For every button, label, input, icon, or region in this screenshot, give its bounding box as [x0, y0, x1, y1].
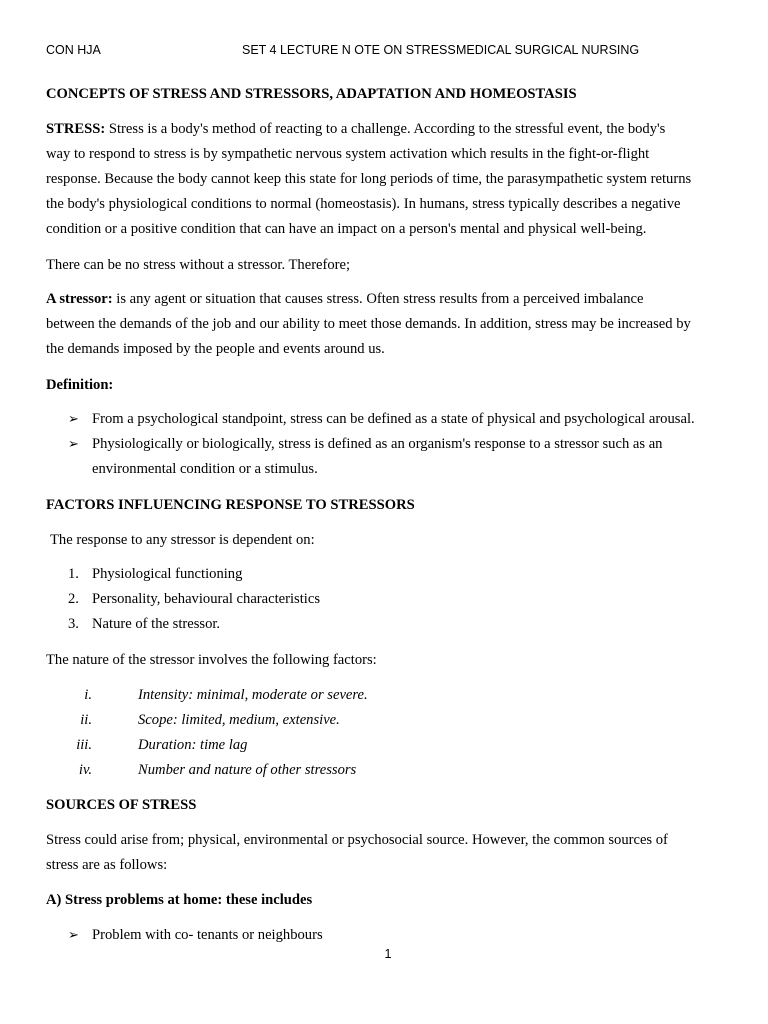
nature-item-1: Intensity: minimal, moderate or severe. — [138, 687, 368, 703]
definition-bullet-1: From a psychological standpoint, stress can be defined as a state of physical and psychological arousal. — [92, 411, 695, 427]
sources-bullet-1: Problem with co- tenants or neighbours — [92, 927, 323, 943]
document-title: CONCEPTS OF STRESS AND STRESSORS, ADAPTATION AND HOMEOSTASIS — [46, 86, 577, 102]
sources-line-2: stress are as follows: — [46, 857, 168, 873]
arrow-bullet-icon: ➢ — [68, 437, 79, 452]
stress-line-2: way to respond to stress is by sympathetic nervous system activation which results in the fight-or-flight — [46, 146, 650, 162]
nature-number: iii. — [76, 737, 92, 753]
page-number: 1 — [384, 947, 392, 961]
factor-item-2: Personality, behavioural characteristics — [92, 591, 321, 607]
stress-line-5: condition or a positive condition that can have an impact on a person's mental and physical well-being. — [46, 221, 647, 237]
arrow-bullet-icon: ➢ — [68, 412, 79, 427]
sources-heading: SOURCES OF STRESS — [46, 797, 197, 813]
stressor-text-1: is any agent or situation that causes stress. Often stress results from a perceived imbalance — [116, 291, 644, 307]
header-right: MEDICAL SURGICAL NURSING — [456, 43, 640, 57]
sources-line-1: Stress could arise from; physical, environmental or psychosocial source. However, the common sources of — [46, 832, 668, 848]
factors-intro: The response to any stressor is dependent on: — [50, 532, 315, 548]
factor-item-1: Physiological functioning — [92, 566, 243, 582]
sources-subheading: A) Stress problems at home: these includes — [46, 892, 313, 908]
definition-heading: Definition: — [46, 377, 114, 393]
stress-term: STRESS: — [46, 121, 106, 137]
nature-number: ii. — [80, 712, 92, 728]
stress-line-4: the body's physiological conditions to normal (homeostasis). In humans, stress typically describes a negative — [46, 196, 681, 212]
nature-number: iv. — [78, 762, 92, 778]
factors-heading: FACTORS INFLUENCING RESPONSE TO STRESSORS — [46, 497, 415, 513]
header-center: SET 4 LECTURE N OTE ON STRESS — [242, 43, 456, 57]
nature-item-2: Scope: limited, medium, extensive. — [138, 712, 340, 728]
stressor-line-2: between the demands of the job and our ability to meet those demands. In addition, stress may be increased by — [46, 316, 691, 332]
stressor-line-1 — [46, 287, 644, 312]
factor-number: 3. — [68, 616, 79, 632]
stress-line-3: response. Because the body cannot keep this state for long periods of time, the parasympathetic system returns — [46, 171, 692, 187]
nature-number: i. — [84, 687, 92, 703]
factor-number: 1. — [68, 566, 79, 582]
nature-item-4: Number and nature of other stressors — [138, 762, 357, 778]
stressor-line-3: the demands imposed by the people and events around us. — [46, 341, 385, 357]
factor-item-3: Nature of the stressor. — [92, 616, 221, 632]
stress-line-1 — [46, 117, 665, 142]
nature-item-3: Duration: time lag — [138, 737, 248, 753]
definition-bullet-2: Physiologically or biologically, stress is defined as an organism's response to a stressor such as an — [92, 436, 663, 452]
stressor-term: A stressor: — [46, 291, 113, 307]
header-left: CON HJA — [46, 43, 101, 57]
factor-number: 2. — [68, 591, 79, 607]
arrow-bullet-icon: ➢ — [68, 928, 79, 943]
no-stress-sentence: There can be no stress without a stressor. Therefore; — [46, 257, 351, 273]
stress-text-1: Stress is a body's method of reacting to a challenge. According to the stressful event, the body's — [108, 121, 666, 137]
nature-intro: The nature of the stressor involves the following factors: — [46, 652, 377, 668]
definition-bullet-2-cont: environmental condition or a stimulus. — [92, 461, 318, 477]
